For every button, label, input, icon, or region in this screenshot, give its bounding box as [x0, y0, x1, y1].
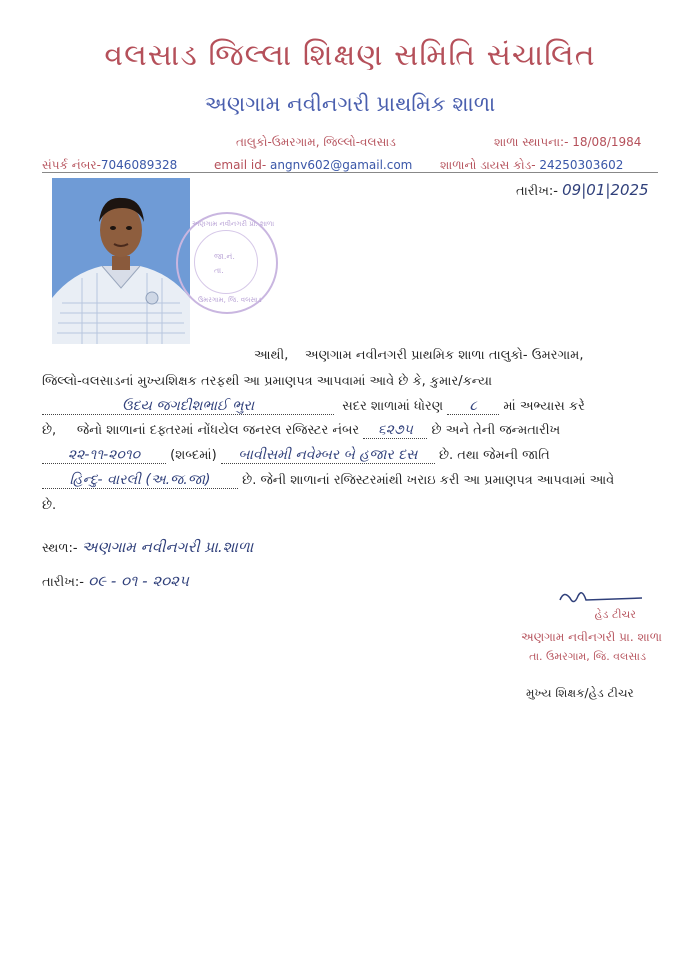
gr-number: ૬૨૭૫	[363, 422, 427, 439]
contact-value: 7046089328	[100, 158, 178, 172]
contact-label: સંપર્ક નંબર-	[42, 158, 101, 172]
signature-school: અણગામ નવીનગરી પ્રા. શાળા	[521, 630, 662, 644]
issue-date-label: તારીખ:-	[42, 575, 84, 590]
line-5-c: છે. તથા જેમની જાતિ	[438, 448, 550, 463]
line-3-c: માં અભ્યાસ કરે	[503, 399, 585, 414]
line-6-b: છે. જેની શાળાનાં રજિસ્ટરમાંથી ખરાઇ કરી આ પ્રમાણપત્ર આપવામાં આવે	[242, 473, 615, 488]
place-line	[42, 538, 253, 556]
line-6	[42, 472, 614, 489]
top-date	[516, 181, 649, 199]
email-value: angnv602@gamail.com	[270, 158, 413, 172]
line-5	[42, 447, 550, 464]
stamp-inner-ring	[194, 230, 258, 294]
line-4-c: છે અને તેની જન્મતારીખ	[431, 423, 561, 438]
stamp-text-mid1: જા.નં.	[214, 252, 235, 261]
signature-title: મુખ્ય શિક્ષક/હેડ ટીચર	[526, 686, 634, 700]
caste: હિન્દુ- વારલી (અ.જ.જા)	[42, 472, 238, 489]
email-label: email id-	[214, 158, 267, 172]
line-3-b: સદર શાળામાં ધોરણ	[342, 399, 444, 414]
top-date-label: તારીખ:-	[516, 184, 558, 199]
signature-role: હેડ ટીચર	[594, 608, 636, 621]
issue-date-line	[42, 572, 189, 590]
line-7: છે.	[42, 498, 57, 513]
school-name: અણગામ નવીનગરી પ્રાથમિક શાળા	[204, 92, 496, 116]
dob-in-words: બાવીસમી નવેમ્બર બે હજાર દસ	[221, 447, 435, 464]
line-4	[42, 422, 560, 439]
signature-place: તા. ઉમરગામ, જિ. વલસાડ	[529, 650, 646, 663]
place-label: સ્થળ:-	[42, 541, 78, 556]
stamp-text-top: અણગામ નવીનગરી પ્રા. શાળા	[192, 220, 275, 228]
student-name: ઉદય જગદીશભાઈ ભુરા	[42, 398, 334, 415]
line-4-a: છે,	[42, 423, 57, 438]
standard: ૮	[447, 398, 499, 415]
issue-date-value: ૦૯ - ૦૧ - ૨૦૨૫	[88, 572, 189, 590]
line-4-b: જેનો શાળાનાં દફ્તરમાં નોંધયેલ જનરલ રજિસ્ટર નંબર	[76, 423, 360, 438]
dise-value: 24250303602	[539, 158, 624, 172]
dise-code	[440, 158, 623, 173]
header-title: વલસાડ જિલ્લા શિક્ષણ સમિતિ સંચાલિત	[104, 38, 596, 73]
line-2: જિલ્લો-વલસાડનાં મુખ્યશિક્ષક તરફથી આ પ્રમાણપત્ર આપવામાં આવે છે કે, કુમાર/કન્યા	[42, 374, 493, 389]
established-date: શાળા સ્થાપના:- 18/08/1984	[494, 135, 642, 149]
student-photo	[52, 178, 190, 344]
dob-words-label: (શબ્દમાં)	[170, 448, 217, 463]
stamp-text-bottom: ઉમરગામ, જિ. વલસાડ	[198, 296, 262, 304]
stamp-text-mid2: તા.	[214, 266, 224, 275]
top-date-value: 09|01|2025	[562, 181, 649, 199]
contact-number	[42, 158, 177, 173]
date-of-birth: ૨૨-૧૧-૨૦૧૦	[42, 447, 166, 464]
email	[214, 158, 412, 172]
line-1-a: આથી,	[254, 348, 289, 363]
place-value: અણગામ નવીનગરી પ્રા.શાળા	[81, 538, 254, 556]
header-divider	[42, 172, 658, 173]
line-1-b: અણગામ નવીનગરી પ્રાથમિક શાળા તાલુકો- ઉમરગામ,	[304, 348, 584, 363]
line-1	[254, 348, 583, 363]
line-3	[42, 398, 585, 415]
taluka-district: તાલુકો-ઉમરગામ, જિલ્લો-વલસાડ	[236, 135, 396, 149]
dise-label: શાળાનો ડાયસ કોડ-	[440, 158, 536, 172]
school-stamp	[176, 212, 278, 314]
